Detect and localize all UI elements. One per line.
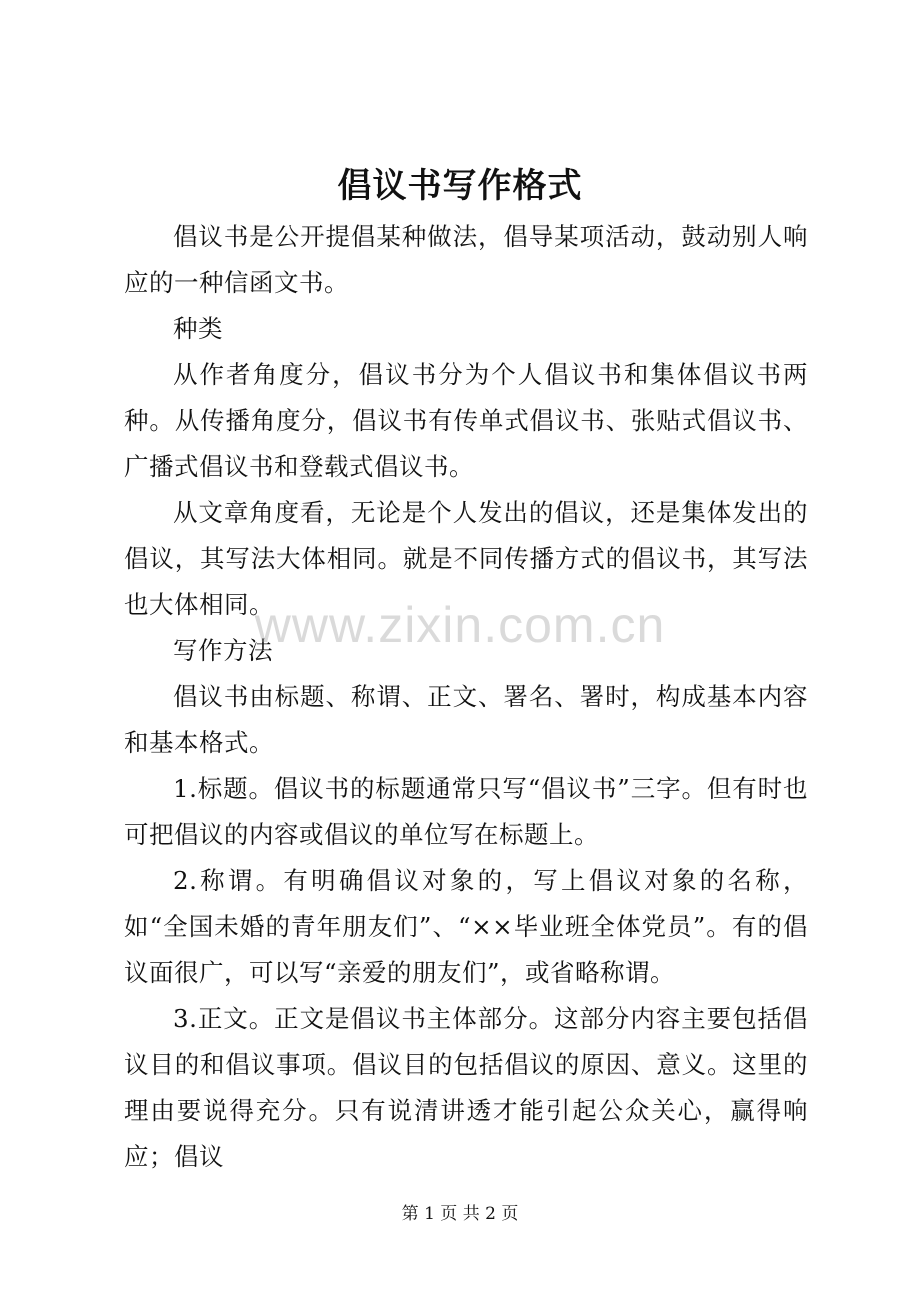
document-title: 倡议书写作格式	[337, 166, 583, 206]
paragraph: 从文章角度看，无论是个人发出的倡议，还是集体发出的倡议，其写法大体相同。就是不同传播方式的倡议书，其写法也大体相同。	[124, 498, 808, 619]
paragraph: 2.称谓。有明确倡议对象的，写上倡议对象的名称，如“全国未婚的青年朋友们”、“××毕业班全体党员”。有的倡议面很广，可以写“亲爱的朋友们”，或省略称谓。	[124, 866, 808, 987]
section-heading: 种类	[173, 314, 223, 343]
paragraph: 倡议书是公开提倡某种做法，倡导某项活动，鼓动别人响应的一种信函文书。	[124, 222, 808, 297]
watermark: www.zixin.com.cn	[254, 597, 666, 653]
page-footer: 第 1 页 共 2 页	[401, 1204, 519, 1224]
section-heading: 写作方法	[173, 636, 273, 665]
paragraph: 1.标题。倡议书的标题通常只写“倡议书”三字。但有时也可把倡议的内容或倡议的单位写在标题上。	[124, 774, 808, 849]
paragraph: 倡议书由标题、称谓、正文、署名、署时，构成基本内容和基本格式。	[124, 682, 808, 757]
paragraph: 从作者角度分，倡议书分为个人倡议书和集体倡议书两种。从传播角度分，倡议书有传单式倡议书、张贴式倡议书、广播式倡议书和登载式倡议书。	[124, 360, 808, 481]
paragraph: 3.正文。正文是倡议书主体部分。这部分内容主要包括倡议目的和倡议事项。倡议目的包括倡议的原因、意义。这里的理由要说得充分。只有说清讲透才能引起公众关心，赢得响应；倡议	[124, 1004, 808, 1171]
document-body	[124, 214, 808, 1180]
